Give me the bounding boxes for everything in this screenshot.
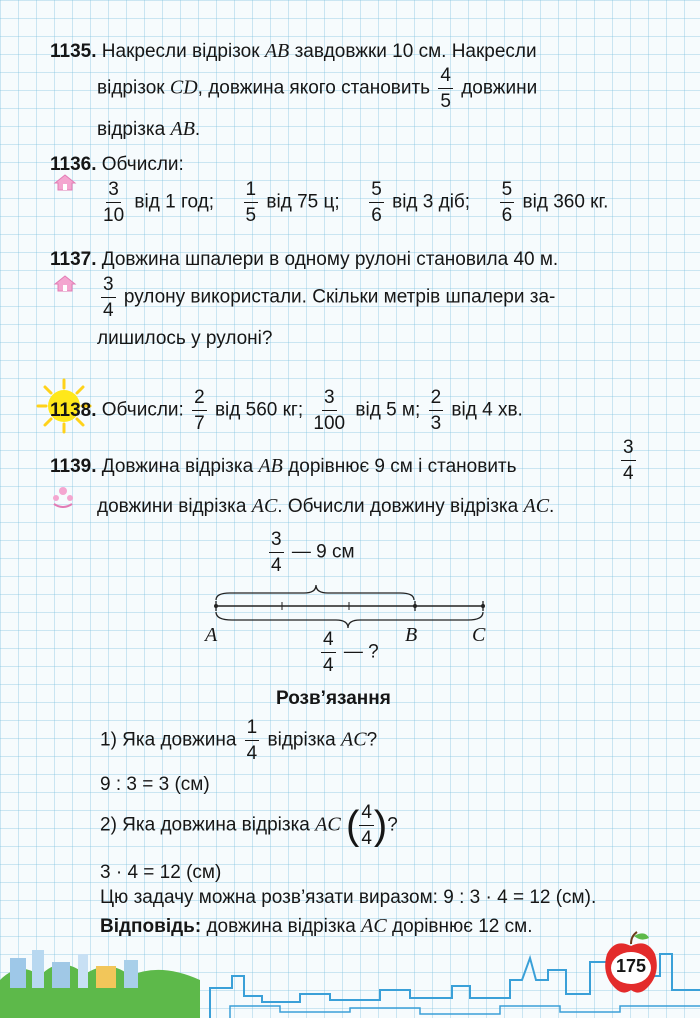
problem-number: 1136. [50, 154, 97, 175]
diagram-top-label: $\frac{3}{4}$ — 9 см [271, 529, 355, 576]
problem-number: 1138. [50, 399, 97, 421]
point-c-label: C [472, 624, 486, 646]
problem-1135-line2: відрізок CD, довжина якого становить $\frac{4}{5}$ довжини [97, 65, 538, 112]
point-a-label: A [205, 624, 218, 646]
problem-number: 1137. [50, 249, 97, 270]
solution-title: Розв’язання [276, 688, 391, 709]
house-icon [53, 172, 77, 192]
problem-number: 1139. [50, 456, 97, 477]
solution-step-1: 1) Яка довжина $\frac{1}{4}$ відрізка AC? [100, 717, 378, 764]
problem-1138: 1138. Обчисли: $\frac{2}{7}$ від 560 кг; $\frac{3}{100}$ від 5 м; $\frac{2}{3}$ від 4 хв. [50, 387, 523, 434]
fraction: $\frac{4}{5}$ [440, 65, 451, 112]
problem-1139-line1: 1139. Довжина відрізка AB дорівнює 9 см і становить [50, 455, 517, 477]
problem-1135-line1: 1135. Накресли відрізок AB завдовжки 10 см. Накресли [50, 40, 537, 62]
solution-calc-1: 9 : 3 = 3 (см) [100, 774, 210, 795]
problem-1139-fraction: $\frac{3}{4}$ [623, 437, 634, 484]
problem-1136-items: $\frac{3}{10}$ від 1 год; $\frac{1}{5}$ від 75 ц; $\frac{5}{6}$ від 3 діб; $\frac{5}{6}$ від 360 кг. [103, 179, 609, 226]
page-number: 175 [615, 956, 647, 976]
problem-1136-title: 1136. Обчисли: [50, 154, 184, 175]
problem-1139-line2: довжини відрізка AC. Обчисли довжину відрізка AC. [97, 495, 555, 517]
solution-expression: Цю задачу можна розв’язати виразом: 9 : 3 · 4 = 12 (см). [100, 887, 597, 908]
problem-number: 1135. [50, 41, 97, 62]
problem-1137-line3: лишилось у рулоні? [97, 328, 273, 349]
pair-work-icon [50, 484, 76, 508]
solution-step-2: 2) Яка довжина відрізка AC ( $\frac{4}{4}$ )? [100, 802, 398, 849]
answer-line: Відповідь: довжина відрізка AC дорівнює 12 см. [100, 915, 533, 937]
brace-ab [216, 585, 414, 600]
diagram-bottom-label: $\frac{4}{4}$ — ? [323, 629, 379, 676]
problem-1135-line3: відрізка AB. [97, 118, 201, 140]
house-icon [53, 273, 77, 293]
point-b-label: B [405, 624, 418, 646]
problem-1137-line1: 1137. Довжина шпалери в одному рулоні становила 40 м. [50, 249, 559, 270]
brace-ac [216, 612, 483, 628]
solution-calc-2: 3 · 4 = 12 (см) [100, 862, 222, 883]
city-skyline-illustration [0, 940, 700, 1018]
problem-1137-line2: $\frac{3}{4}$ рулону використали. Скільки метрів шпалери за- [103, 274, 556, 321]
